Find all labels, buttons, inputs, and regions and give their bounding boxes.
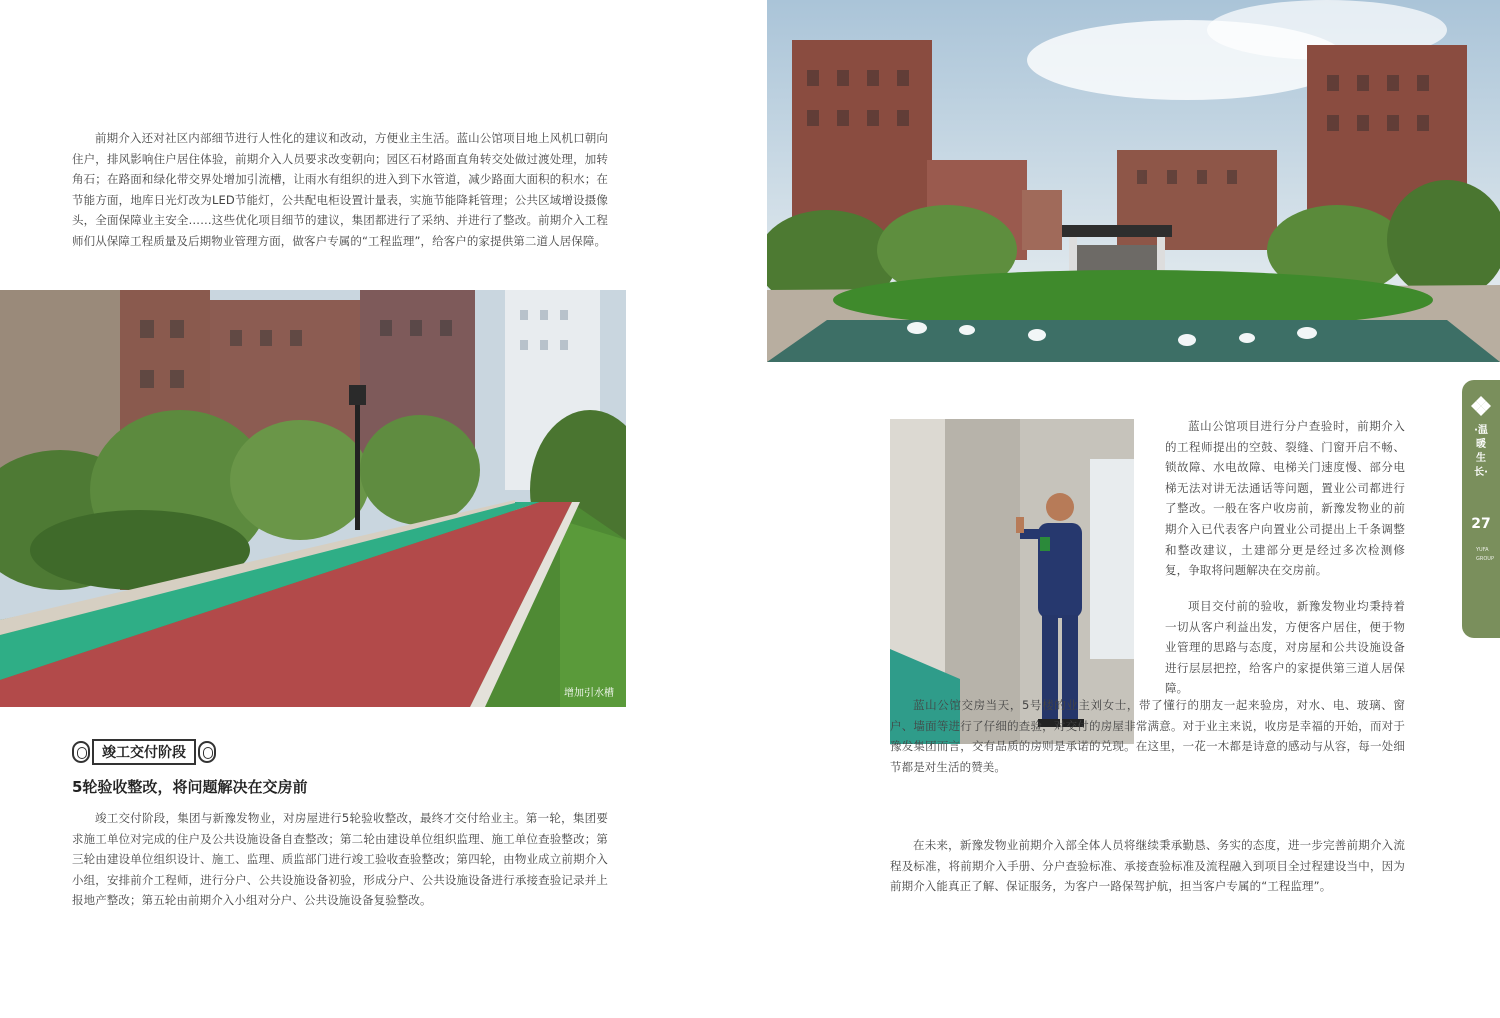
ornament-left-icon [72,741,90,763]
right-paragraph-4 [890,835,1405,897]
section-tag [72,740,216,764]
right-text-4: 在未来，新豫发物业前期介入部全体人员将继续秉承勤恳、务实的态度，进一步完善前期介入流程及标准，将前期介入手册、分户查验标准、承接查验标准及流程融入到项目全过程建设当中，因为前期介入能真正了解、保证服务，为客户一路保驾护航，担当客户专属的“工程监理”。 [890,838,1405,894]
body-paragraph [72,808,608,911]
side-tab-title: ·温暖生长· [1474,425,1488,478]
garden-photo [767,0,1500,362]
diamond-logo-icon [1471,396,1491,416]
section-subheading: 5轮验收整改，将问题解决在交房前 [72,778,308,796]
page-number: 27 [1471,516,1491,532]
pathway-illustration [0,290,626,707]
right-paragraph-2 [1165,596,1405,699]
chapter-side-tab [1462,380,1500,638]
right-text-2: 项目交付前的验收，新豫发物业均秉持着一切从客户利益出发，方便客户居住，便于物业管理的思路与态度，对房屋和公共设施设备进行层层把控，给客户的家提供第三道人居保障。 [1165,599,1405,696]
side-tab-small-text: YUFA GROUP [1476,547,1494,562]
ornament-right-icon [198,741,216,763]
intro-text: 前期介入还对社区内部细节进行人性化的建议和改动，方便业主生活。蓝山公馆项目地上风机口朝向住户，排风影响住户居住体验，前期介入人员要求改变朝向；园区石材路面直角转交处做过渡处理，加转角石；在路面和绿化带交界处增加引流槽，让雨水有组织的进入到下水管道，减少路面大面积的积水；在节能方面，地库日光灯改为LED节能灯，公共配电柜设置计量表，实施节能降耗管理；公共区域增设摄像头，全面保障业主安全……这些优化项目细节的建议，集团都进行了采纳、并进行了整改。前期介入工程师们从保障工程质量及后期物业管理方面，做客户专属的“工程监理”，给客户的家提供第二道人居保障。 [72,131,608,248]
right-page [750,0,1500,1018]
section-tag-label: 竣工交付阶段 [92,739,196,765]
body-text: 竣工交付阶段，集团与新豫发物业，对房屋进行5轮验收整改，最终才交付给业主。第一轮，集团要求施工单位对完成的住户及公共设施设备自查整改；第二轮由建设单位组织监理、施工单位查验整改；第三轮由建设单位组织设计、施工、监理、质监部门进行竣工验收查验整改；第四轮，由物业成立前期介入小组，安排前介工程师，进行分户、公共设施设备初验，形成分户、公共设施设备进行承接查验记录并上报地产整改；第五轮由前期介入小组对分户、公共设施设备复验整改。 [72,811,608,908]
right-paragraph-3 [890,695,1405,777]
photo-caption: 增加引水槽 [564,688,614,699]
pathway-photo [0,290,626,707]
intro-paragraph [72,128,608,252]
right-paragraph-1 [1165,416,1405,581]
right-text-1: 蓝山公馆项目进行分户查验时，前期介入的工程师提出的空鼓、裂缝、门窗开启不畅、锁故障、水电故障、电梯关门速度慢、部分电梯无法对讲无法通话等问题，置业公司都进行了整改。一般在客户收房前，新豫发物业的前期介入已代表客户向置业公司提出上千条调整和整改建议，土建部分更是经过多次检测修复，争取将问题解决在交房前。 [1165,419,1405,578]
garden-illustration [767,0,1500,362]
right-text-3: 蓝山公馆交房当天，5号楼的业主刘女士，带了懂行的朋友一起来验房，对水、电、玻璃、窗户、墙面等进行了仔细的查验，对交付的房屋非常满意。对于业主来说，收房是幸福的开始，而对于豫发集团而言，交有品质的房则是承诺的兑现。在这里，一花一木都是诗意的感动与从容，每一处细节都是对生活的赞美。 [890,698,1405,774]
